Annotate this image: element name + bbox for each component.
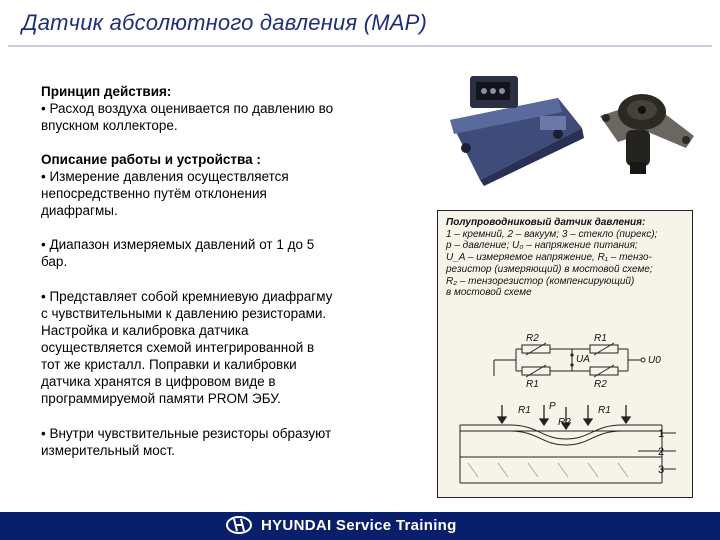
principle-heading: Принцип действия:: [41, 84, 172, 99]
map-sensor-photo-2: [596, 70, 696, 180]
label-r1-left: R1: [518, 405, 531, 416]
caption-line: U_A – измеряемое напряжение, R₁ – тензо-: [446, 252, 652, 264]
label-layer-1: 1: [658, 428, 665, 440]
bullet-line: Настройка и калибровка датчика: [41, 323, 249, 338]
bullet-line: с чувствительными к давлению резисторами.: [41, 306, 327, 321]
sensor-diagram: [438, 211, 692, 497]
label-r2-bottom: R2: [594, 379, 607, 390]
bullet-line: осуществляется схемой интегрированной в: [41, 340, 315, 355]
principle-line: • Расход воздуха оценивается по давлению во: [41, 101, 334, 116]
label-u0: U0: [648, 355, 661, 366]
caption-line: резистор (измеряющий) в мостовой схеме;: [446, 263, 653, 275]
label-r2-mid: R2: [558, 417, 571, 428]
bullet-line: • Диапазон измеряемых давлений от 1 до 5: [41, 237, 315, 252]
hyundai-logo-icon: [226, 515, 252, 535]
description-heading: Описание работы и устройства :: [41, 152, 261, 167]
bullet-line: • Внутри чувствительные резисторы образуют: [41, 426, 332, 441]
map-sensor-photo-1: [440, 68, 590, 186]
caption-line: p – давление; U₀ – напряжение питания;: [446, 240, 638, 252]
label-r1-bottom: R1: [526, 379, 539, 390]
caption-line: в мостовой схеме: [446, 287, 532, 299]
bullet-line: • Представляет собой кремниевую диафрагму: [41, 289, 333, 304]
caption-title: Полупроводниковый датчик давления:: [446, 217, 646, 228]
principle-line: впускном коллекторе.: [41, 118, 178, 133]
caption-line: R₂ – тензорезистор (компенсирующий): [446, 275, 635, 287]
label-r2-top: R2: [526, 333, 539, 344]
label-r1-top: R1: [594, 333, 607, 344]
label-p-arrow: P: [549, 401, 556, 412]
bullet-line: непосредственно путём отклонения: [41, 186, 267, 201]
title-divider: [8, 45, 712, 47]
bullet-line: • Измерение давления осуществляется: [41, 169, 289, 184]
caption-line: 1 – кремний, 2 – вакуум; 3 – стекло (пирекс);: [446, 228, 658, 240]
bullet-line: диафрагмы.: [41, 203, 118, 218]
bullet-line: программируемой памяти PROM ЭБУ.: [41, 391, 281, 406]
label-layer-3: 3: [658, 464, 665, 476]
text-column: [41, 83, 411, 459]
label-layer-2: 2: [658, 446, 665, 458]
bullet-line: измерительный мост.: [41, 443, 175, 458]
bullet-line: датчика хранятся в цифровом виде в: [41, 374, 276, 389]
bullet-line: тот же кристалл. Поправки и калибровки: [41, 357, 297, 372]
footer-bar: [0, 512, 720, 540]
bullet-line: бар.: [41, 254, 68, 269]
label-ua: UA: [576, 354, 590, 365]
sensor-diagram-card: [437, 210, 693, 498]
slide-title: Датчик абсолютного давления (MAP): [22, 10, 428, 35]
footer-text: HYUNDAI Service Training: [261, 517, 457, 534]
label-r1-right: R1: [598, 405, 611, 416]
